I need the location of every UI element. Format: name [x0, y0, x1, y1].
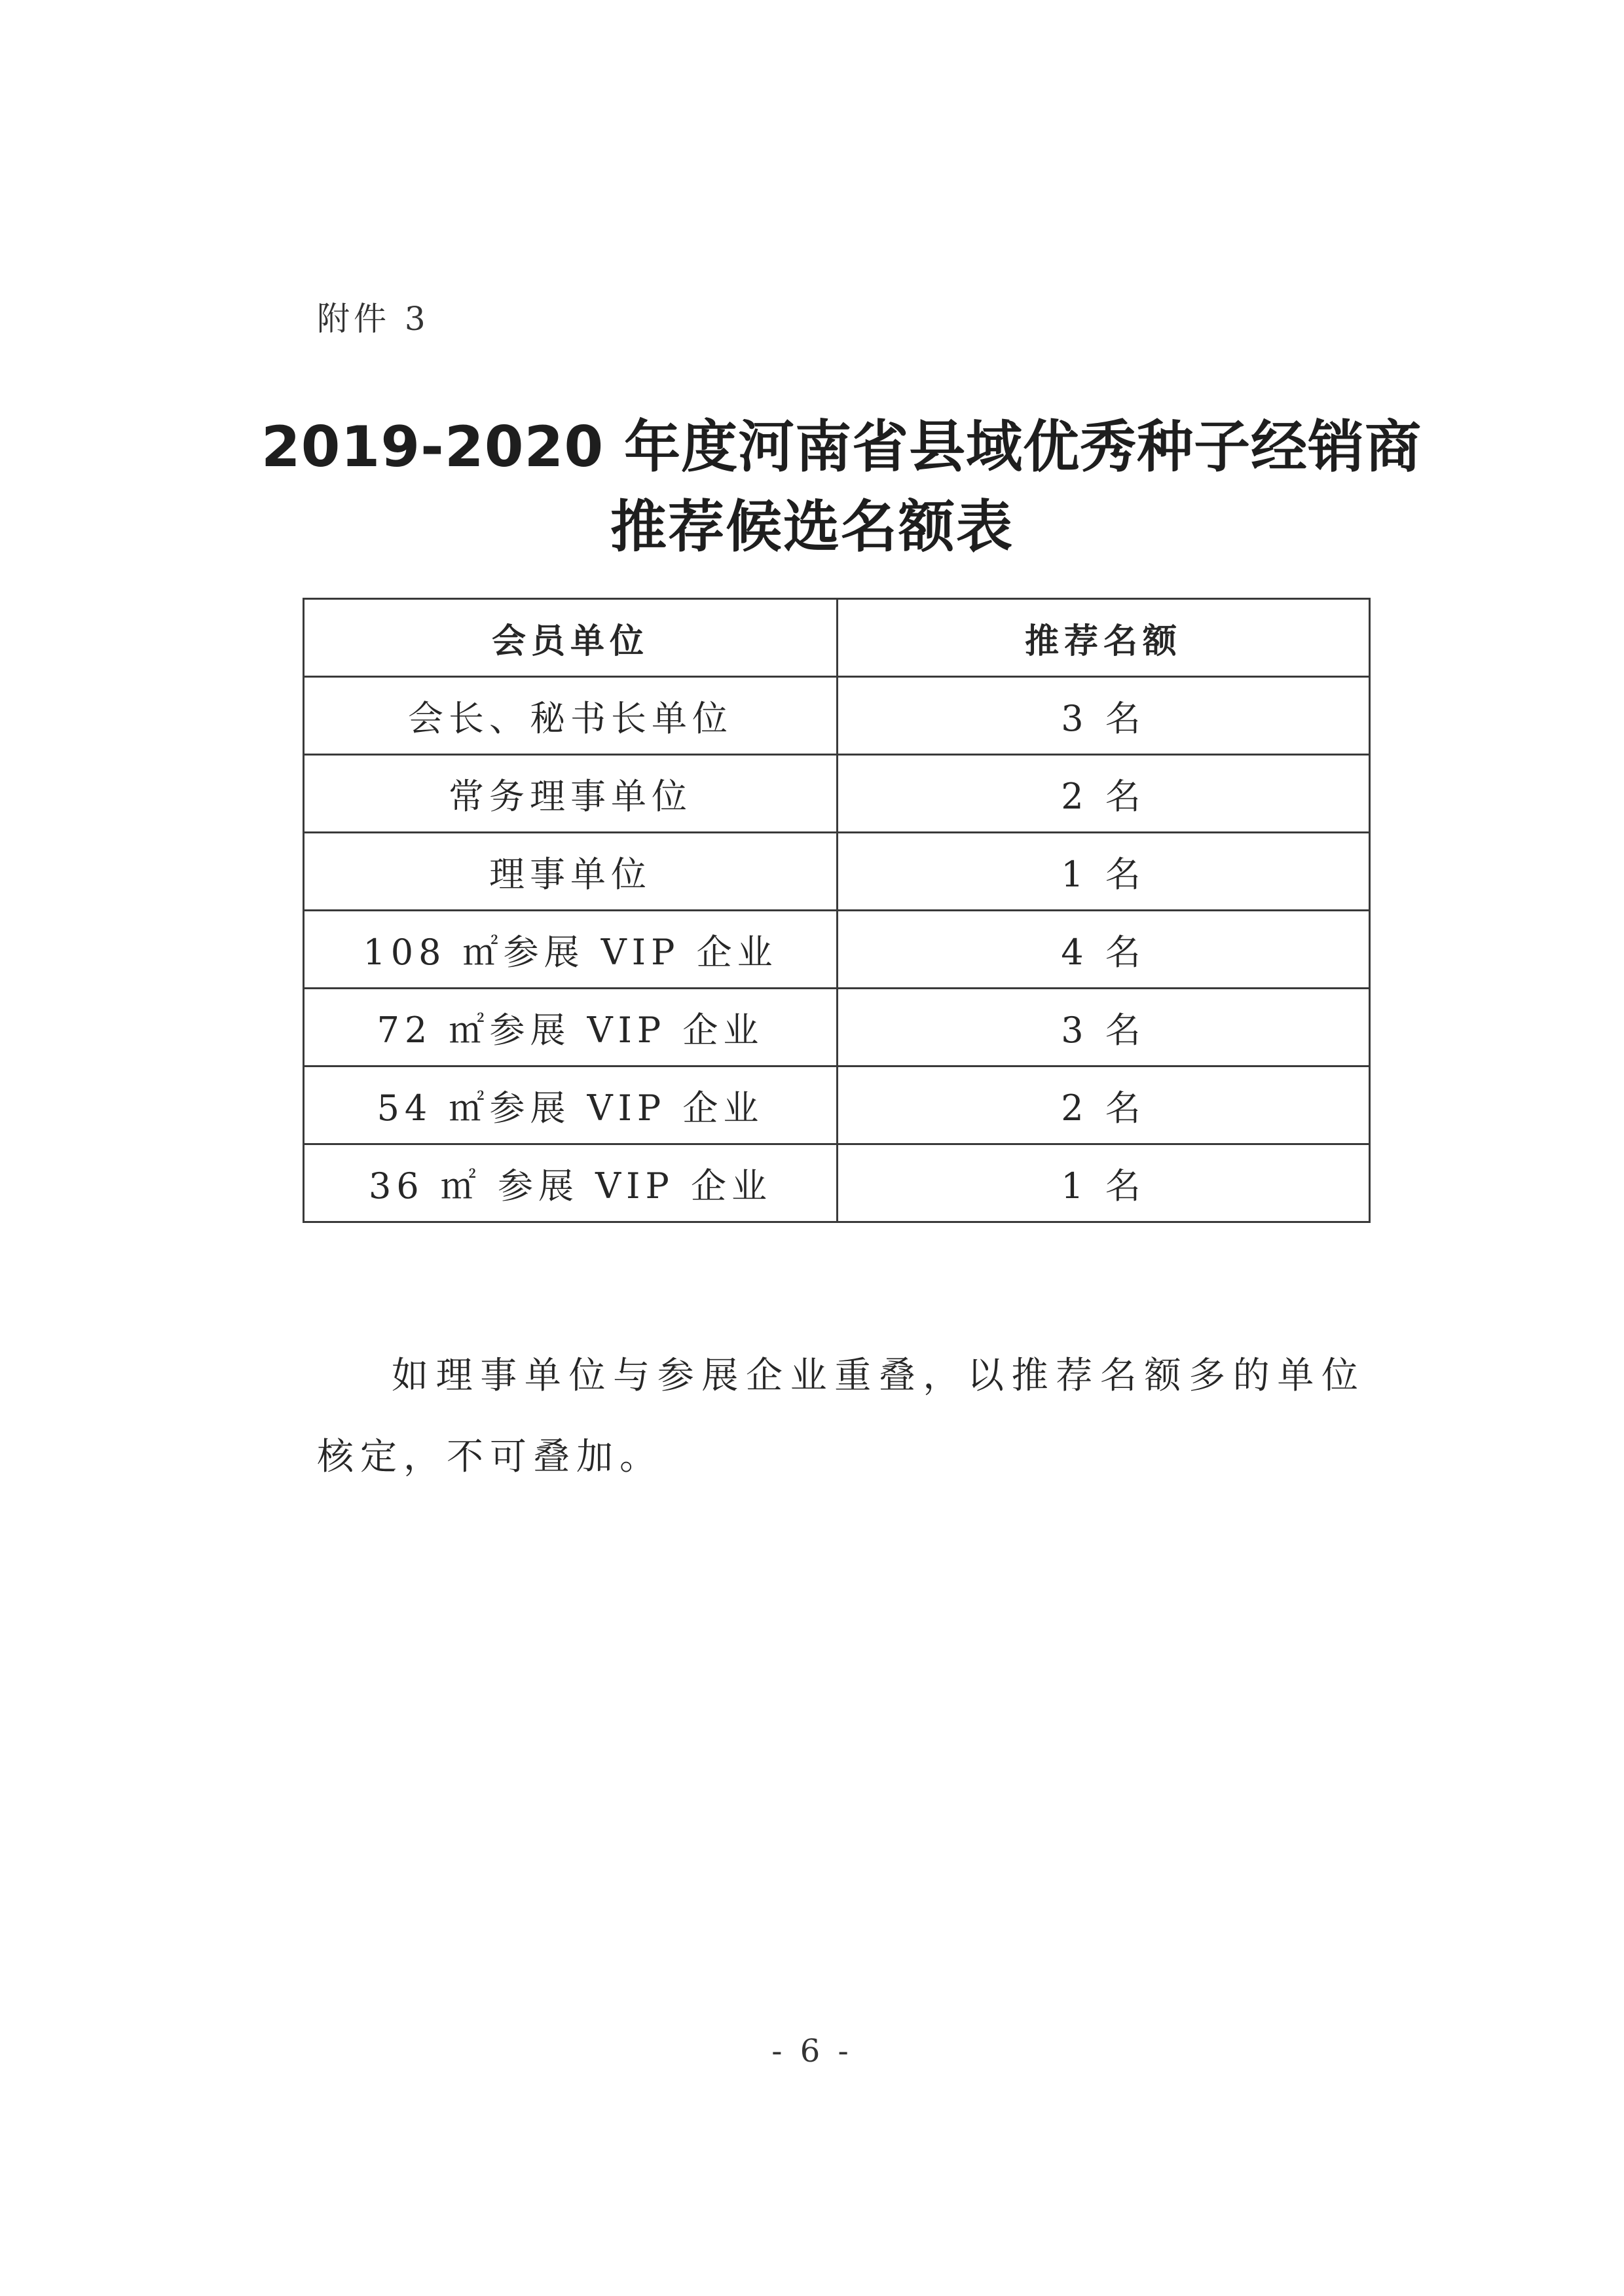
cell-quota: 3 名: [838, 989, 1370, 1066]
note-paragraph: 如理事单位与参展企业重叠，以推荐名额多的单位核定，不可叠加。: [317, 1355, 1365, 1478]
table-row: [304, 833, 1370, 911]
cell-quota: 1 名: [838, 833, 1370, 911]
cell-unit: 理事单位: [304, 833, 838, 911]
table-row: [304, 677, 1370, 755]
cell-unit: 72 ㎡参展 VIP 企业: [304, 989, 838, 1066]
attachment-label: 附件 3: [317, 300, 430, 338]
cell-quota: 4 名: [838, 911, 1370, 989]
table-row: [304, 911, 1370, 989]
cell-quota: 3 名: [838, 677, 1370, 755]
cell-unit: 会长、秘书长单位: [304, 677, 838, 755]
document-title-line-2: 推荐候选名额表: [610, 494, 1014, 560]
table-row: [304, 1144, 1370, 1222]
cell-unit: 108 ㎡参展 VIP 企业: [304, 911, 838, 989]
table-row: [304, 1066, 1370, 1144]
cell-quota: 2 名: [838, 1066, 1370, 1144]
cell-quota: 1 名: [838, 1144, 1370, 1222]
table-row: [304, 755, 1370, 833]
table-header-row: [304, 599, 1370, 677]
cell-quota: 2 名: [838, 755, 1370, 833]
header-recommend-quota: 推荐名额: [838, 599, 1370, 677]
document-title-line-1: 2019-2020 年度河南省县域优秀种子经销商: [261, 414, 1422, 480]
cell-unit: 常务理事单位: [304, 755, 838, 833]
header-member-unit: 会员单位: [304, 599, 838, 677]
cell-unit: 36 ㎡ 参展 VIP 企业: [304, 1144, 838, 1222]
page-number: - 6 -: [771, 2033, 853, 2069]
table-row: [304, 989, 1370, 1066]
quota-table: [303, 598, 1371, 1223]
cell-unit: 54 ㎡参展 VIP 企业: [304, 1066, 838, 1144]
